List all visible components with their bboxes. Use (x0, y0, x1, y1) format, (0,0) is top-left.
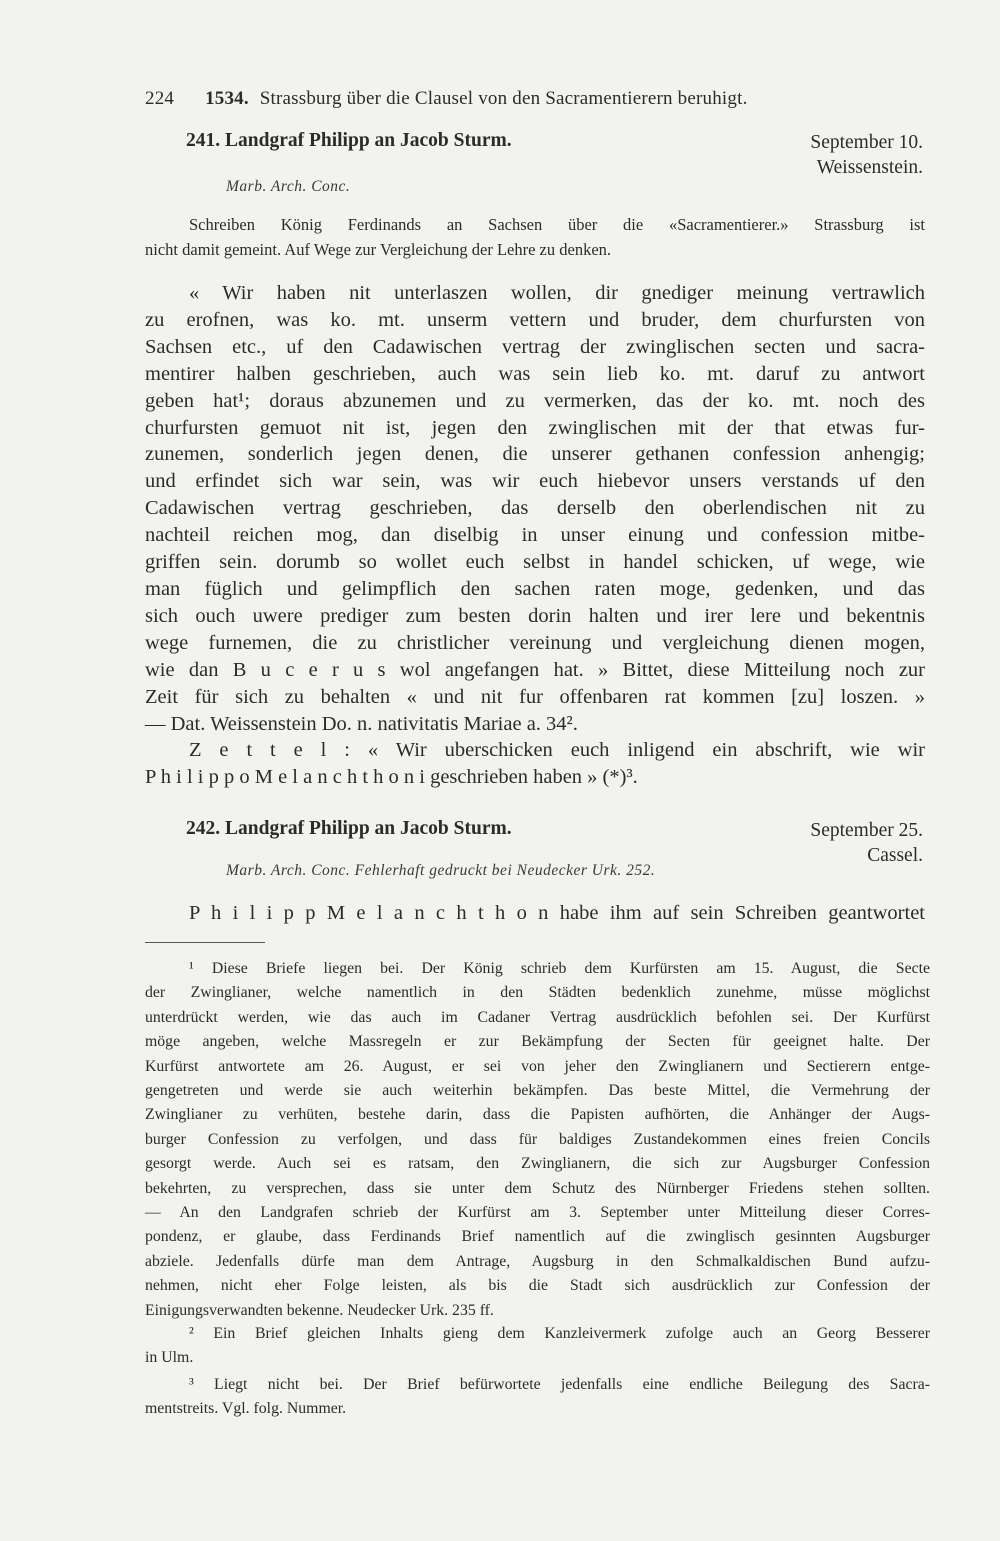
letter-242-date (810, 818, 923, 868)
body-line: griffen sein. dorumb so wollet euch selbst in handel schicken, uf wege, wie (145, 551, 925, 574)
footnote-line: ¹ Diese Briefe liegen bei. Der König schrieb dem Kurfürsten am 15. August, die Secte (189, 960, 930, 977)
body-line: und erfindet sich war sein, was wir euch hiebevor unsers verstands uf den (145, 470, 925, 493)
body-line: zu erofnen, was ko. mt. unserm vettern und bruder, dem churfursten von (145, 308, 925, 331)
body-line: Z e t t e l : « Wir uberschicken euch inligend ein abschrift, wie wir (189, 739, 925, 762)
body-line: zunemen, sonderlich jegen denen, die unserer gethanen confession anhengig; (145, 443, 925, 466)
footnote-3 (145, 1373, 930, 1422)
letter-241-date (810, 130, 923, 180)
letter-241-date-place: Weissenstein. (816, 157, 923, 178)
footnote-line: gengetreten und werde sie auch weiterhin bekämpfen. Das beste Mittel, die Vermehrung der (145, 1082, 930, 1100)
footnote-line: ² Ein Brief gleichen Inhalts gieng dem Kanzleivermerk zufolge auch an Georg Besserer (189, 1325, 930, 1342)
footnote-line: gesorgt werde. Auch sei es ratsam, den Zwinglianern, die sich zur Augsburger Confession (145, 1155, 930, 1173)
letter-241-source: Marb. Arch. Conc. (226, 178, 351, 195)
body-line: mentirer halben geschrieben, auch was sein lieb ko. mt. daruf zu antwort (145, 362, 925, 385)
body-line: geben hat¹; doraus abzunemen und zu vermerken, das der ko. mt. noch des (145, 389, 925, 412)
body-line: P h i l i p p o M e l a n c h t h o n i geschrieben haben » (*)³. (145, 766, 638, 789)
footnote-line: mentstreits. Vgl. folg. Nummer. (145, 1400, 347, 1418)
body-line: Zeit für sich zu behalten « und nit fur offenbaren rat kommen [zu] loszen. » (145, 685, 925, 708)
letter-242-date-place: Cassel. (867, 845, 923, 866)
footnote-line: pondenz, er glaube, dass Ferdinands Brief namentlich auf die zwinglisch gesinnten Augsburger (145, 1228, 930, 1246)
letter-241-heading: 241. Landgraf Philipp an Jacob Sturm. (186, 130, 512, 151)
letter-242-heading: 242. Landgraf Philipp an Jacob Sturm. (186, 818, 512, 839)
body-line: nachteil reichen mog, dan diselbig in unser einung und confession mitbe- (145, 524, 925, 547)
body-line: wie dan B u c e r u s wol angefangen hat. » Bittet, diese Mitteilung noch zur (145, 658, 925, 681)
footnote-line: — An den Landgrafen schrieb der Kurfürst am 3. September unter Mitteilung dieser Corres- (145, 1204, 930, 1222)
body-line: churfursten gemuot nit ist, jegen den zwinglischen mit der that etwas fur- (145, 416, 925, 439)
footnote-line: unterdrückt werden, wie das auch im Cadaner Vertrag ausdrücklich befohlen sei. Der Kurfürst (145, 1008, 930, 1026)
footnote-1 (145, 957, 930, 1323)
footnote-line: der Zwinglianer, welche namentlich in den Städten bedenklich zunehme, müsse möglichst (145, 984, 930, 1002)
footnote-line: Kurfürst antwortete am 26. August, er sei von jeher den Zwinglianern und Sectierern entge- (145, 1057, 930, 1075)
summary-line: nicht damit gemeint. Auf Wege zur Vergleichung der Lehre zu denken. (145, 240, 612, 259)
letter-242-source: Marb. Arch. Conc. Fehlerhaft gedruckt bei Neudecker Urk. 252. (226, 862, 656, 879)
footnote-2 (145, 1322, 930, 1371)
page-number: 224 (145, 88, 175, 109)
footnote-line: ³ Liegt nicht bei. Der Brief befürwortete jedenfalls eine endliche Beilegung des Sacra- (189, 1376, 930, 1393)
footnote-line: möge angeben, welche Massregeln er zur Bekämpfung der Secten für geeignet halte. Der (145, 1033, 930, 1051)
letter-242-date-day: September 25. (810, 820, 923, 841)
body-line: Sachsen etc., uf den Cadawischen vertrag der zwinglischen secten und sacra- (145, 335, 925, 358)
footnote-line: nehmen, nicht eher Folge leisten, als bis die Stadt sich ausdrücklich zur Confession der (145, 1277, 930, 1295)
running-head-year: 1534. (205, 88, 249, 109)
letter-241-body (145, 280, 925, 791)
footnote-rule (145, 942, 265, 943)
letter-242-body (145, 900, 925, 927)
body-line: wege furnemen, die zu christlicher vereinung und vergleichung dienen mogen, (145, 631, 925, 654)
body-line: sich ouch uwere prediger zum besten dorin halten und irer lere und bekentnis (145, 604, 925, 627)
footnote-line: burger Confession zu verfolgen, und dass für baldiges Zustandekommen eines freien Concils (145, 1130, 930, 1148)
body-line: P h i l i p p M e l a n c h t h o n habe ihm auf sein Schreiben geantwortet (189, 902, 925, 924)
footnote-line: abziele. Jedenfalls dürfe man dem Antrage, Augsburg in den Schmalkaldischen Bund aufzu- (145, 1252, 930, 1270)
footnote-line: Einigungsverwandten bekenne. Neudecker Urk. 235 ff. (145, 1301, 494, 1319)
footnote-line: in Ulm. (145, 1349, 194, 1367)
summary-line: Schreiben König Ferdinands an Sachsen über die «Sacramentierer.» Strassburg ist (189, 215, 925, 234)
letter-241-summary (145, 212, 925, 262)
running-head (145, 88, 748, 110)
footnote-line: bekehrten, zu versprechen, dass sie unter dem Schutz des Nürnberger Friedens stehen sollten. (145, 1179, 930, 1197)
body-line: man füglich und gelimpflich den sachen raten moge, gedenken, und das (145, 577, 925, 600)
running-head-title: Strassburg über die Clausel von den Sacramentierern beruhigt. (259, 88, 748, 109)
body-line: — Dat. Weissenstein Do. n. nativitatis Mariae a. 34². (145, 712, 578, 735)
footnote-line: Zwinglianer zu verhüten, bestehe darin, dass die Papisten aufhörten, die Anhänger der Augs- (145, 1106, 930, 1124)
body-line: Cadawischen vertrag geschrieben, das derselb den oberlendischen nit zu (145, 497, 925, 520)
letter-241-date-day: September 10. (810, 132, 923, 153)
body-line: « Wir haben nit unterlaszen wollen, dir gnediger meinung vertrawlich (189, 282, 925, 304)
